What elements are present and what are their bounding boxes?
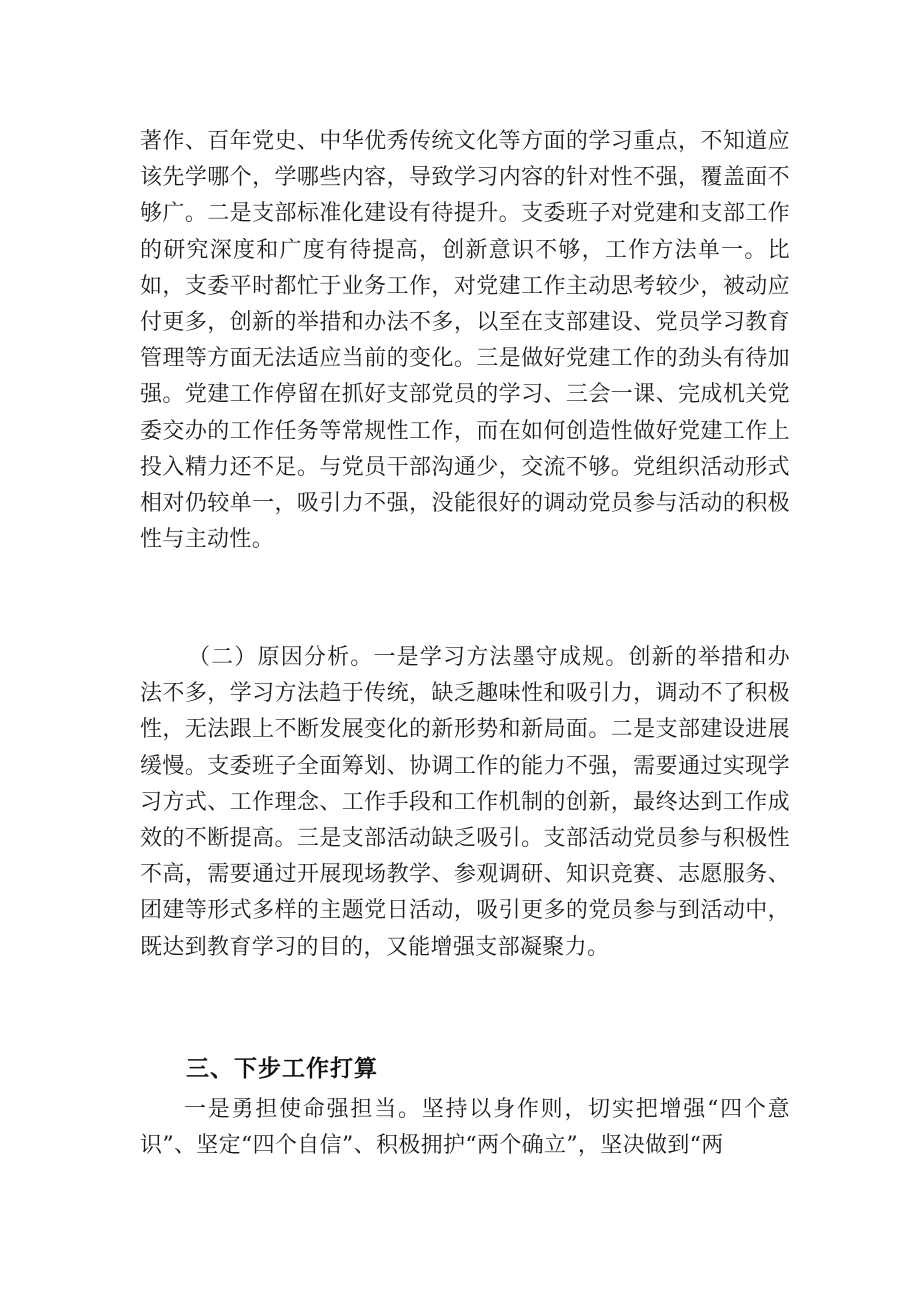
- body-paragraph-next-steps: 一是勇担使命强担当。坚持以身作则，切实把增强“四个意识”、坚定“四个自信”、积极拥护“两个确立”，坚决做到“两: [140, 1097, 790, 1159]
- body-paragraph-problems: 著作、百年党史、中华优秀传统文化等方面的学习重点，不知道应该先学哪个，学哪些内容，导致学习内容的针对性不强，覆盖面不够广。二是支部标准化建设有待提升。支委班子对党建和支部工作的研究深度和广度有待提高，创新意识不够，工作方法单一。比如，支委平时都忙于业务工作，对党建工作主动思考较少，被动应付更多，创新的举措和办法不多，以至在支部建设、党员学习教育管理等方面无法适应当前的变化。三是做好党建工作的劲头有待加强。党建工作停留在抓好支部党员的学习、三会一课、完成机关党委交办的工作任务等常规性工作，而在如何创造性做好党建工作上投入精力还不足。与党员干部沟通少，交流不够。党组织活动形式相对仍较单一，吸引力不强，没能很好的调动党员参与活动的积极性与主动性。: [140, 129, 790, 553]
- body-paragraph-cause-analysis: （二）原因分析。一是学习方法墨守成规。创新的举措和办法不多，学习方法趋于传统，缺乏趣味性和吸引力，调动不了积极性，无法跟上不断发展变化的新形势和新局面。二是支部建设进展缓慢。支委班子全面筹划、协调工作的能力不强，需要通过实现学习方式、工作理念、工作手段和工作机制的创新，最终达到工作成效的不断提高。三是支部活动缺乏吸引。支部活动党员参与积极性不高，需要通过开展现场教学、参观调研、知识竞赛、志愿服务、团建等形式多样的主题党日活动，吸引更多的党员参与到活动中，既达到教育学习的目的，又能增强支部凝聚力。: [140, 645, 790, 960]
- section-heading-next-steps: 三、下步工作打算: [186, 1056, 378, 1082]
